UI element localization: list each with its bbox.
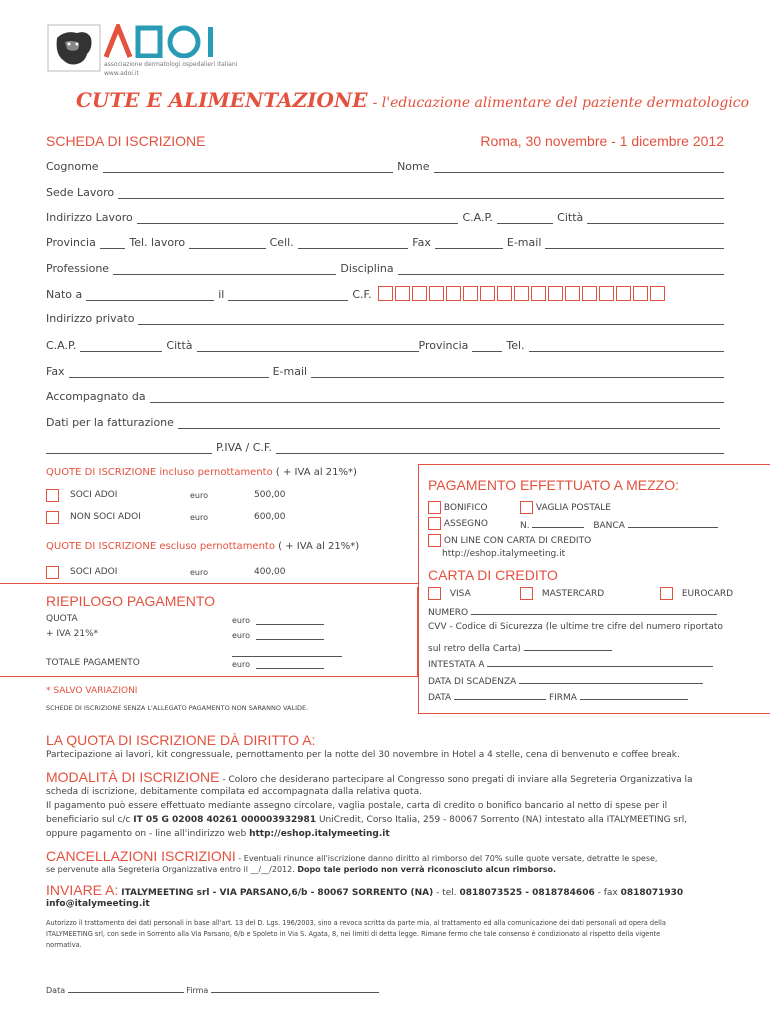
riepilogo-quota-field[interactable] (256, 614, 324, 625)
row-piva (46, 441, 724, 454)
canc-line1: CANCELLAZIONI ISCRIZIONI - Eventuali rinunce all'iscrizione danno diritto al rimborso del 70% sulle quote versate, detratte le spese, (46, 848, 658, 864)
footer-signature-row: Data Firma (46, 982, 379, 995)
option-assegno[interactable]: ASSEGNO (428, 517, 488, 530)
riepilogo-iva-label: + IVA 21%* (46, 629, 99, 639)
quote-heading-2: QUOTE DI ISCRIZIONE escluso pernottamento ( + IVA al 21%*) (46, 541, 360, 552)
riepilogo-sum-line (232, 646, 342, 657)
label-sede: Sede Lavoro (46, 186, 115, 199)
adoi-tagline: associazione dermatologi ospedalieri italiani (104, 61, 238, 68)
modalita-title: MODALITÀ DI ISCRIZIONE (46, 769, 220, 785)
modalita-line5: oppure pagamento on - line all'indirizzo web http://eshop.italymeeting.it (46, 829, 390, 839)
cf-box[interactable] (446, 286, 461, 301)
tel-lavoro-field[interactable] (189, 238, 266, 249)
cf-box[interactable] (565, 286, 580, 301)
adoi-seal (47, 24, 101, 72)
cvv-field[interactable] (524, 640, 612, 651)
email2-field[interactable] (311, 367, 724, 378)
row-cap-privato (46, 339, 724, 352)
option-non-soci-adoi[interactable]: NON SOCI ADOI euro 600,00 (46, 511, 306, 524)
banca-field[interactable] (628, 517, 718, 528)
cognome-field[interactable] (103, 162, 393, 173)
inviare-line: INVIARE A: ITALYMEETING srl - VIA PARSANO,6/b - 80067 SORRENTO (NA) - tel. 0818073525 - 0818784606 - fax 0818071930 (46, 882, 684, 898)
assegno-checkbox[interactable] (428, 517, 441, 530)
label-provincia2: Provincia (418, 339, 469, 352)
eshop-link[interactable]: http://eshop.italymeeting.it (249, 829, 390, 839)
cf-boxes (378, 286, 667, 301)
option-online[interactable]: ON LINE CON CARTA DI CREDITO (428, 534, 591, 547)
label-tel-lavoro: Tel. lavoro (129, 236, 186, 249)
provincia-field[interactable] (100, 238, 126, 249)
privacy-line1: Autorizzo il trattamento dei dati personali in base all'art. 13 del D. Lgs. 196/2003, sino a revoca scritta da parte mia, al trattamento ed alla comunicazione dei dati personali ad opera della (46, 919, 666, 927)
pagamento-data-field[interactable] (454, 689, 546, 700)
diritto-text: Partecipazione ai lavori, kit congressuale, pernottamento per la notte del 30 novembre in Hotel a 4 stelle, cena di benvenuto e coffee break. (46, 750, 680, 760)
label-fax: Fax (412, 236, 431, 249)
canc-line2: se pervenute alla Segreteria Organizzativa entro il __/__/2012. Dopo tale periodo non verrà riconosciuto alcun rimborso. (46, 865, 557, 874)
privacy-line3: normativa. (46, 941, 82, 949)
row-provincia (46, 236, 724, 249)
document-title (76, 88, 749, 112)
online-checkbox[interactable] (428, 534, 441, 547)
numero-row: NUMERO (428, 604, 717, 618)
cap-field[interactable] (497, 213, 553, 224)
label-fax2: Fax (46, 365, 65, 378)
cf-box[interactable] (412, 286, 427, 301)
title-main: CUTE E ALIMENTAZIONE (76, 88, 368, 112)
cf-box[interactable] (633, 286, 648, 301)
label-tel2: Tel. (506, 339, 525, 352)
label-il: il (218, 288, 225, 301)
riepilogo-iva-field[interactable] (256, 629, 324, 640)
riepilogo-totale-label: TOTALE PAGAMENTO (46, 658, 140, 668)
scadenza-field[interactable] (519, 673, 703, 684)
riepilogo-iva-euro: euro (232, 631, 250, 640)
salvo-variazioni: * SALVO VARIAZIONI (46, 686, 138, 696)
cf-box[interactable] (599, 286, 614, 301)
row-sede (46, 186, 724, 199)
canc-title: CANCELLAZIONI ISCRIZIONI (46, 848, 236, 864)
cf-box[interactable] (480, 286, 495, 301)
label-piva: P.IVA / C.F. (216, 441, 272, 454)
riepilogo-title: RIEPILOGO PAGAMENTO (46, 593, 216, 609)
disciplina-field[interactable] (398, 264, 724, 275)
option-soci-adoi-2[interactable]: SOCI ADOI euro 400,00 (46, 566, 306, 579)
cf-box[interactable] (378, 286, 393, 301)
pagamento-firma-field[interactable] (580, 689, 688, 700)
label-accompagnato: Accompagnato da (46, 390, 146, 403)
label-email: E-mail (506, 236, 542, 249)
label-citta: Città (557, 211, 584, 224)
nato-a-field[interactable] (86, 290, 214, 301)
label-email2: E-mail (272, 365, 308, 378)
fax-field[interactable] (435, 238, 503, 249)
row-nato (46, 286, 724, 301)
label-cell: Cell. (269, 236, 294, 249)
riepilogo-quota-label: QUOTA (46, 614, 78, 624)
label-citta2: Città (166, 339, 193, 352)
cf-box[interactable] (395, 286, 410, 301)
carta-title: CARTA DI CREDITO (428, 567, 558, 583)
diritto-title: LA QUOTA DI ISCRIZIONE DÀ DIRITTO A: (46, 732, 316, 748)
email-field[interactable] (545, 238, 724, 249)
row-cognome (46, 160, 724, 173)
cvv-label: CVV - Codice di Sicurezza (le ultime tre cifre del numero riportato (428, 622, 723, 632)
label-disciplina: Disciplina (340, 262, 394, 275)
option-eurocard[interactable]: EUROCARD (660, 587, 733, 600)
soci-adoi-2-checkbox[interactable] (46, 566, 59, 579)
assegno-numero-field[interactable] (532, 517, 584, 528)
label-nato-a: Nato a (46, 288, 83, 301)
cvv-row: sul retro della Carta) (428, 640, 612, 654)
label-indirizzo-privato: Indirizzo privato (46, 312, 135, 325)
scadenza-row: DATA DI SCADENZA (428, 673, 703, 687)
footer-firma-field[interactable] (211, 982, 379, 993)
fatturazione-field-2[interactable] (46, 443, 212, 454)
modalita-line3: Il pagamento può essere effettuato mediante assegno circolare, vaglia postale, carta di credito o bonifico bancario al netto di spese per il (46, 801, 668, 811)
riepilogo-totale-euro: euro (232, 660, 250, 669)
quote-divider-line (0, 583, 418, 584)
modalita-line2: scheda di iscrizione, debitamente compilata ed accompagnata dalla relativa quota. (46, 787, 422, 797)
cf-box[interactable] (463, 286, 478, 301)
schede-note: SCHEDE DI ISCRIZIONE SENZA L'ALLEGATO PAGAMENTO NON SARANNO VALIDE. (46, 704, 309, 712)
intestata-field[interactable] (487, 656, 713, 667)
row-professione (46, 262, 724, 275)
row-indirizzo-lavoro (46, 211, 724, 224)
form-title: SCHEDA DI ISCRIZIONE (46, 133, 206, 149)
cf-box[interactable] (497, 286, 512, 301)
eurocard-checkbox[interactable] (660, 587, 673, 600)
row-fax-privato (46, 365, 724, 378)
row-fatturazione (46, 416, 720, 429)
option-visa[interactable]: VISA (428, 587, 471, 600)
modalita-line1: MODALITÀ DI ISCRIZIONE - Coloro che desiderano partecipare al Congresso sono pregati di inviare alla Segreteria Organizzativa la (46, 769, 693, 785)
iban: IT 05 G 02008 40261 000003932981 (133, 815, 317, 825)
citta-field[interactable] (587, 213, 724, 224)
option-bonifico[interactable]: BONIFICO (428, 501, 488, 514)
indirizzo-lavoro-field[interactable] (137, 213, 459, 224)
adoi-url: www.adoi.it (104, 70, 139, 77)
numero-carta-field[interactable] (471, 604, 717, 615)
soci-adoi-checkbox[interactable] (46, 489, 59, 502)
option-soci-adoi[interactable]: SOCI ADOI euro 500,00 (46, 489, 306, 502)
label-indirizzo-lavoro: Indirizzo Lavoro (46, 211, 133, 224)
sede-field[interactable] (118, 188, 724, 199)
row-accompagnato (46, 390, 724, 403)
nascita-data-field[interactable] (228, 290, 348, 301)
option-mastercard[interactable]: MASTERCARD (520, 587, 604, 600)
pagamento-title: PAGAMENTO EFFETTUATO A MEZZO: (428, 477, 679, 493)
vaglia-checkbox[interactable] (520, 501, 533, 514)
cf-box[interactable] (531, 286, 546, 301)
data-firma-row: DATA FIRMA (428, 689, 688, 703)
mastercard-checkbox[interactable] (520, 587, 533, 600)
cf-box[interactable] (514, 286, 529, 301)
accompagnato-field[interactable] (150, 392, 724, 403)
intestata-row: INTESTATA A (428, 656, 713, 670)
cap2-field[interactable] (80, 341, 162, 352)
tel2-field[interactable] (529, 341, 724, 352)
inviare-title: INVIARE A: (46, 882, 119, 898)
citta2-field[interactable] (197, 341, 419, 352)
row-indirizzo-privato (46, 312, 724, 325)
cf-box[interactable] (548, 286, 563, 301)
label-provincia: Provincia (46, 236, 96, 249)
fatturazione-field[interactable] (178, 418, 720, 429)
cell-field[interactable] (298, 238, 409, 249)
label-cognome: Cognome (46, 160, 99, 173)
assegno-details: N. BANCA (520, 517, 718, 531)
adoi-logo (104, 24, 224, 58)
quote-heading-1: QUOTE DI ISCRIZIONE incluso pernottamento ( + IVA al 21%*) (46, 467, 357, 478)
indirizzo-privato-field[interactable] (138, 314, 724, 325)
inviare-email[interactable]: info@italymeeting.it (46, 899, 150, 909)
label-cap2: C.A.P. (46, 339, 77, 352)
label-cf: C.F. (352, 288, 372, 301)
cf-box[interactable] (582, 286, 597, 301)
event-date: Roma, 30 novembre - 1 dicembre 2012 (480, 133, 724, 149)
title-sub: - l'educazione alimentare del paziente dermatologico (372, 95, 750, 111)
label-professione: Professione (46, 262, 110, 275)
footer-data-field[interactable] (68, 982, 184, 993)
cf-box[interactable] (616, 286, 631, 301)
online-url[interactable]: http://eshop.italymeeting.it (442, 549, 566, 559)
bonifico-checkbox[interactable] (428, 501, 441, 514)
cf-box[interactable] (429, 286, 444, 301)
nome-field[interactable] (434, 162, 724, 173)
label-cap: C.A.P. (462, 211, 493, 224)
piva-field[interactable] (276, 443, 724, 454)
non-soci-adoi-checkbox[interactable] (46, 511, 59, 524)
label-fatturazione: Dati per la fatturazione (46, 416, 174, 429)
fax2-field[interactable] (69, 367, 269, 378)
modalita-line4: beneficiario sul c/c IT 05 G 02008 40261 000003932981 UniCredit, Corso Italia, 259 - 80067 Sorrento (NA) intestato alla ITALYMEETING srl, (46, 815, 688, 825)
visa-checkbox[interactable] (428, 587, 441, 600)
provincia2-field[interactable] (472, 341, 502, 352)
label-nome: Nome (397, 160, 430, 173)
professione-field[interactable] (113, 264, 336, 275)
riepilogo-quota-euro: euro (232, 616, 250, 625)
cf-box[interactable] (650, 286, 665, 301)
privacy-line2: ITALYMEETING srl, con sede in Sorrento alla Via Parsano, 6/b e Spoleto in Via S. Agata, 8, nei limiti di detta legge. Rimane fermo che tale consenso è condizionato al rispetto della vigente (46, 930, 661, 938)
option-vaglia[interactable]: VAGLIA POSTALE (520, 501, 611, 514)
riepilogo-totale-field[interactable] (256, 658, 324, 669)
